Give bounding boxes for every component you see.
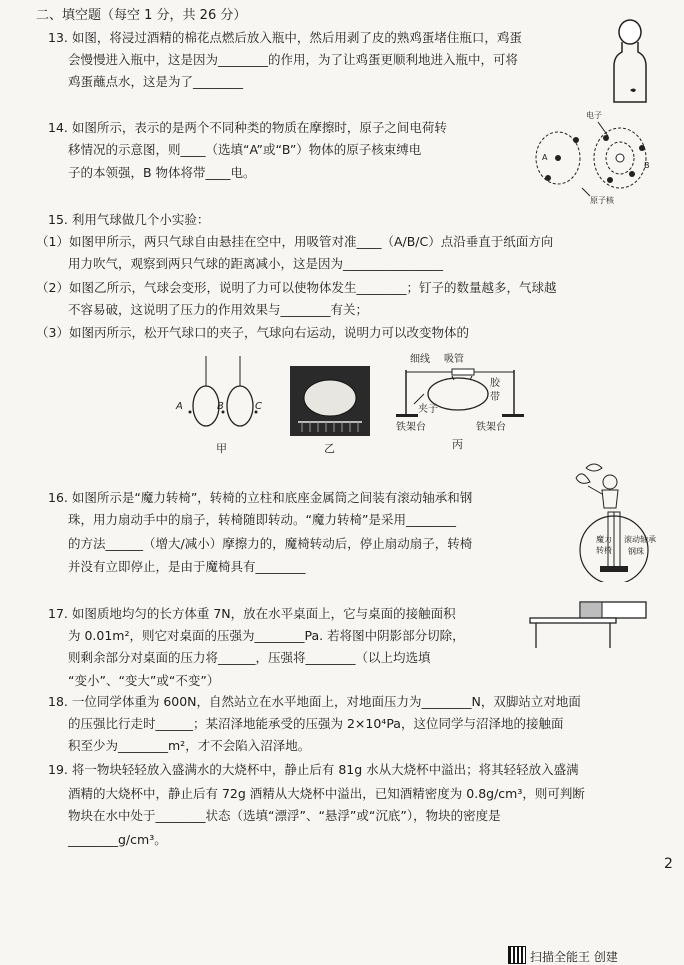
balloons-figure-jia [170,356,270,456]
fig-label-stand-right: 铁架台 [476,422,506,433]
q18-line1: 18. 一位同学体重为 600N，自然站立在水平地面上，对地面压力为________N，双脚站立对地面 [48,694,581,709]
q13-line2: 会慢慢进入瓶中，这是因为________的作用，为了让鸡蛋更顺利地进入瓶中，可将 [68,52,519,67]
fig-label-C: C [255,401,262,412]
q15-line3: 用力吹气，观察到两只气球的距离减小，这是因为________________ [68,256,444,271]
fig-label-b: B [644,161,650,170]
fig-label-a: A [542,153,548,162]
fig-label-clip: 夹子 [418,404,438,415]
qr-code-icon [508,946,526,964]
fig-label-electron: 电子 [586,111,602,120]
fig-label-chair-2: 转椅 [596,546,612,555]
q16-line3: 的方法______（增大/减小）摩擦力的，魔椅转动后，停止扇动扇子，转椅 [68,536,473,551]
q15-line1: 15. 利用气球做几个小实验： [48,212,210,227]
q15-line2: （1）如图甲所示，两只气球自由悬挂在空中，用吸管对准____（A/B/C）点沿垂直于纸面方向 [36,234,554,249]
fig-label-B: B [217,401,224,412]
q13-line1: 13. 如图，将浸过酒精的棉花点燃后放入瓶中，然后用剥了皮的熟鸡蛋堵住瓶口，鸡蛋 [48,30,522,45]
q14-line3: 子的本领强，B 物体将带____电。 [68,165,256,180]
q13-line3: 鸡蛋蘸点水，这是为了________ [68,74,244,89]
q16-line4: 并没有立即停止，是由于魔椅具有________ [68,559,306,574]
fig-label-bearing-1: 滚动轴承 [624,535,656,544]
fig-label-stand-left: 铁架台 [396,422,426,433]
atom-friction-figure [524,108,664,204]
q14-line1: 14. 如图所示，表示的是两个不同种类的物质在摩擦时，原子之间电荷转 [48,120,447,135]
q16-line1: 16. 如图所示是“魔力转椅”，转椅的立柱和底座金属筒之间装有滚动轴承和钢 [48,490,473,505]
q14-line2: 移情况的示意图，则____（选填“A”或“B”）物体的原子核束缚电 [68,142,422,157]
fig-label-straw: 吸管 [444,354,464,365]
fig-label-tape-1: 胶 [490,378,500,389]
q17-line4: “变小”、“变大”或“不变”） [68,673,220,688]
balloon-rocket-figure-bing [392,350,528,460]
q15-line6: （3）如图丙所示，松开气球口的夹子，气球向右运动，说明力可以改变物体的 [36,325,469,340]
q17-line2: 为 0.01m²，则它对桌面的压强为________Pa. 若将图中阴影部分切除， [68,628,465,643]
q16-line2: 珠，用力扇动手中的扇子，转椅随即转动。“魔力转椅”是采用________ [68,512,456,527]
block-on-table-figure [524,600,654,652]
page-number: 2 [664,856,673,872]
section-title: 二、填空题（每空 1 分，共 26 分） [36,8,247,23]
q19-line3: 物块在水中处于________状态（选填“漂浮”、“悬浮”或“沉底”），物块的密度是 [68,808,501,823]
fig-caption-yi: 乙 [324,442,335,455]
q17-line1: 17. 如图质地均匀的长方体重 7N，放在水平桌面上，它与桌面的接触面积 [48,606,456,621]
fig-label-chair-1: 魔力 [596,535,612,544]
fig-label-nucleus: 原子核 [590,196,614,204]
balloon-nails-figure-yi [290,362,370,458]
q15-line4: （2）如图乙所示，气球会变形，说明了力可以使物体发生________；钉子的数量越多，气球越 [36,280,557,295]
scanner-watermark: 扫描全能王 创建 [530,950,618,964]
q18-line3: 积至少为________m²，才不会陷入沼泽地。 [68,738,311,753]
q19-line4: ________g/cm³。 [68,832,167,847]
fig-label-A: A [176,401,183,412]
fig-label-tape-2: 带 [490,392,500,403]
fig-label-bearing-2: 钢珠 [628,547,644,556]
magic-chair-figure [566,460,662,582]
fig-caption-bing: 丙 [452,438,463,451]
q19-line1: 19. 将一物块轻轻放入盛满水的大烧杯中，静止后有 81g 水从大烧杯中溢出；将其轻轻放入盛满 [48,762,579,777]
q18-line2: 的压强比行走时______；某沼泽地能承受的压强为 2×10⁴Pa，这位同学与沼泽地的接触面 [68,716,564,731]
bottle-egg-figure [608,16,652,108]
fig-caption-jia: 甲 [216,442,227,455]
fig-label-thread: 细线 [410,354,430,365]
q15-line5: 不容易破，这说明了压力的作用效果与________有关； [68,302,369,317]
q17-line3: 则剩余部分对桌面的压力将______，压强将________（以上均选填 [68,650,431,665]
q19-line2: 酒精的大烧杯中，静止后有 72g 酒精从大烧杯中溢出，已知酒精密度为 0.8g/cm³，则可判断 [68,786,585,801]
